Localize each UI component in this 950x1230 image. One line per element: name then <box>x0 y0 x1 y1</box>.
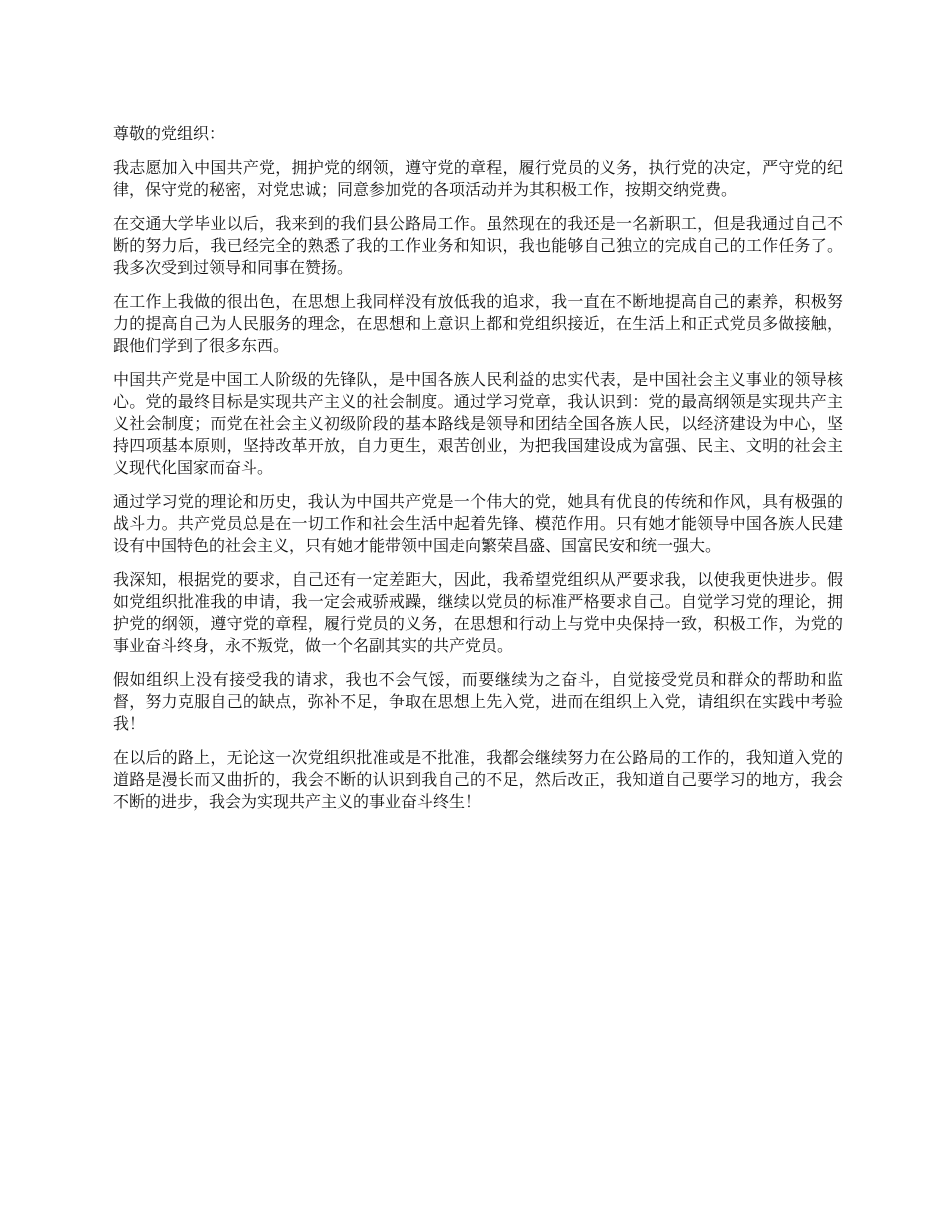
paragraph-5: 通过学习党的理论和历史，我认为中国共产党是一个伟大的党，她具有优良的传统和作风，具有极强的战斗力。共产党员总是在一切工作和社会生活中起着先锋、模范作用。只有她才能领导中国各族人民建设有中国特色的社会主义，只有她才能带领中国走向繁荣昌盛、国富民安和统一强大。 <box>113 492 843 555</box>
paragraph-8: 在以后的路上，无论这一次党组织批准或是不批准，我都会继续努力在公路局的工作的，我知道入党的道路是漫长而又曲折的，我会不断的认识到我自己的不足，然后改正，我知道自己要学习的地方，我会不断的进步，我会为实现共产主义的事业奋斗终生！ <box>113 748 843 811</box>
paragraph-1: 我志愿加入中国共产党，拥护党的纲领，遵守党的章程，履行党员的义务，执行党的决定，严守党的纪律，保守党的秘密，对党忠诚；同意参加党的各项活动并为其积极工作，按期交纳党费。 <box>113 158 843 199</box>
salutation: 尊敬的党组织： <box>113 124 226 143</box>
paragraph-6: 我深知，根据党的要求，自己还有一定差距大，因此，我希望党组织从严要求我，以使我更快进步。假如党组织批准我的申请，我一定会戒骄戒躁，继续以党员的标准严格要求自己。自觉学习党的理论，拥护党的纲领，遵守党的章程，履行党员的义务，在思想和行动上与党中央保持一致，积极工作，为党的事业奋斗终身，永不叛党，做一个名副其实的共产党员。 <box>113 570 843 655</box>
letter-body <box>113 123 843 825</box>
paragraph-7: 假如组织上没有接受我的请求，我也不会气馁，而要继续为之奋斗，自觉接受党员和群众的帮助和监督，努力克服自己的缺点，弥补不足，争取在思想上先入党，进而在组织上入党，请组织在实践中考验我！ <box>113 670 843 733</box>
paragraph-3: 在工作上我做的很出色，在思想上我同样没有放低我的追求，我一直在不断地提高自己的素养，积极努力的提高自己为人民服务的理念，在思想和上意识上都和党组织接近，在生活上和正式党员多做接触，跟他们学到了很多东西。 <box>113 292 843 355</box>
paragraph-4: 中国共产党是中国工人阶级的先锋队，是中国各族人民利益的忠实代表，是中国社会主义事业的领导核心。党的最终目标是实现共产主义的社会制度。通过学习党章，我认识到：党的最高纲领是实现共产主义社会制度；而党在社会主义初级阶段的基本路线是领导和团结全国各族人民，以经济建设为中心，坚持四项基本原则，坚持改革开放，自力更生，艰苦创业，为把我国建设成为富强、民主、文明的社会主义现代化国家而奋斗。 <box>113 370 843 477</box>
paragraph-2: 在交通大学毕业以后，我来到的我们县公路局工作。虽然现在的我还是一名新职工，但是我通过自己不断的努力后，我已经完全的熟悉了我的工作业务和知识，我也能够自己独立的完成自己的工作任务了。我多次受到过领导和同事在赞扬。 <box>113 214 843 277</box>
